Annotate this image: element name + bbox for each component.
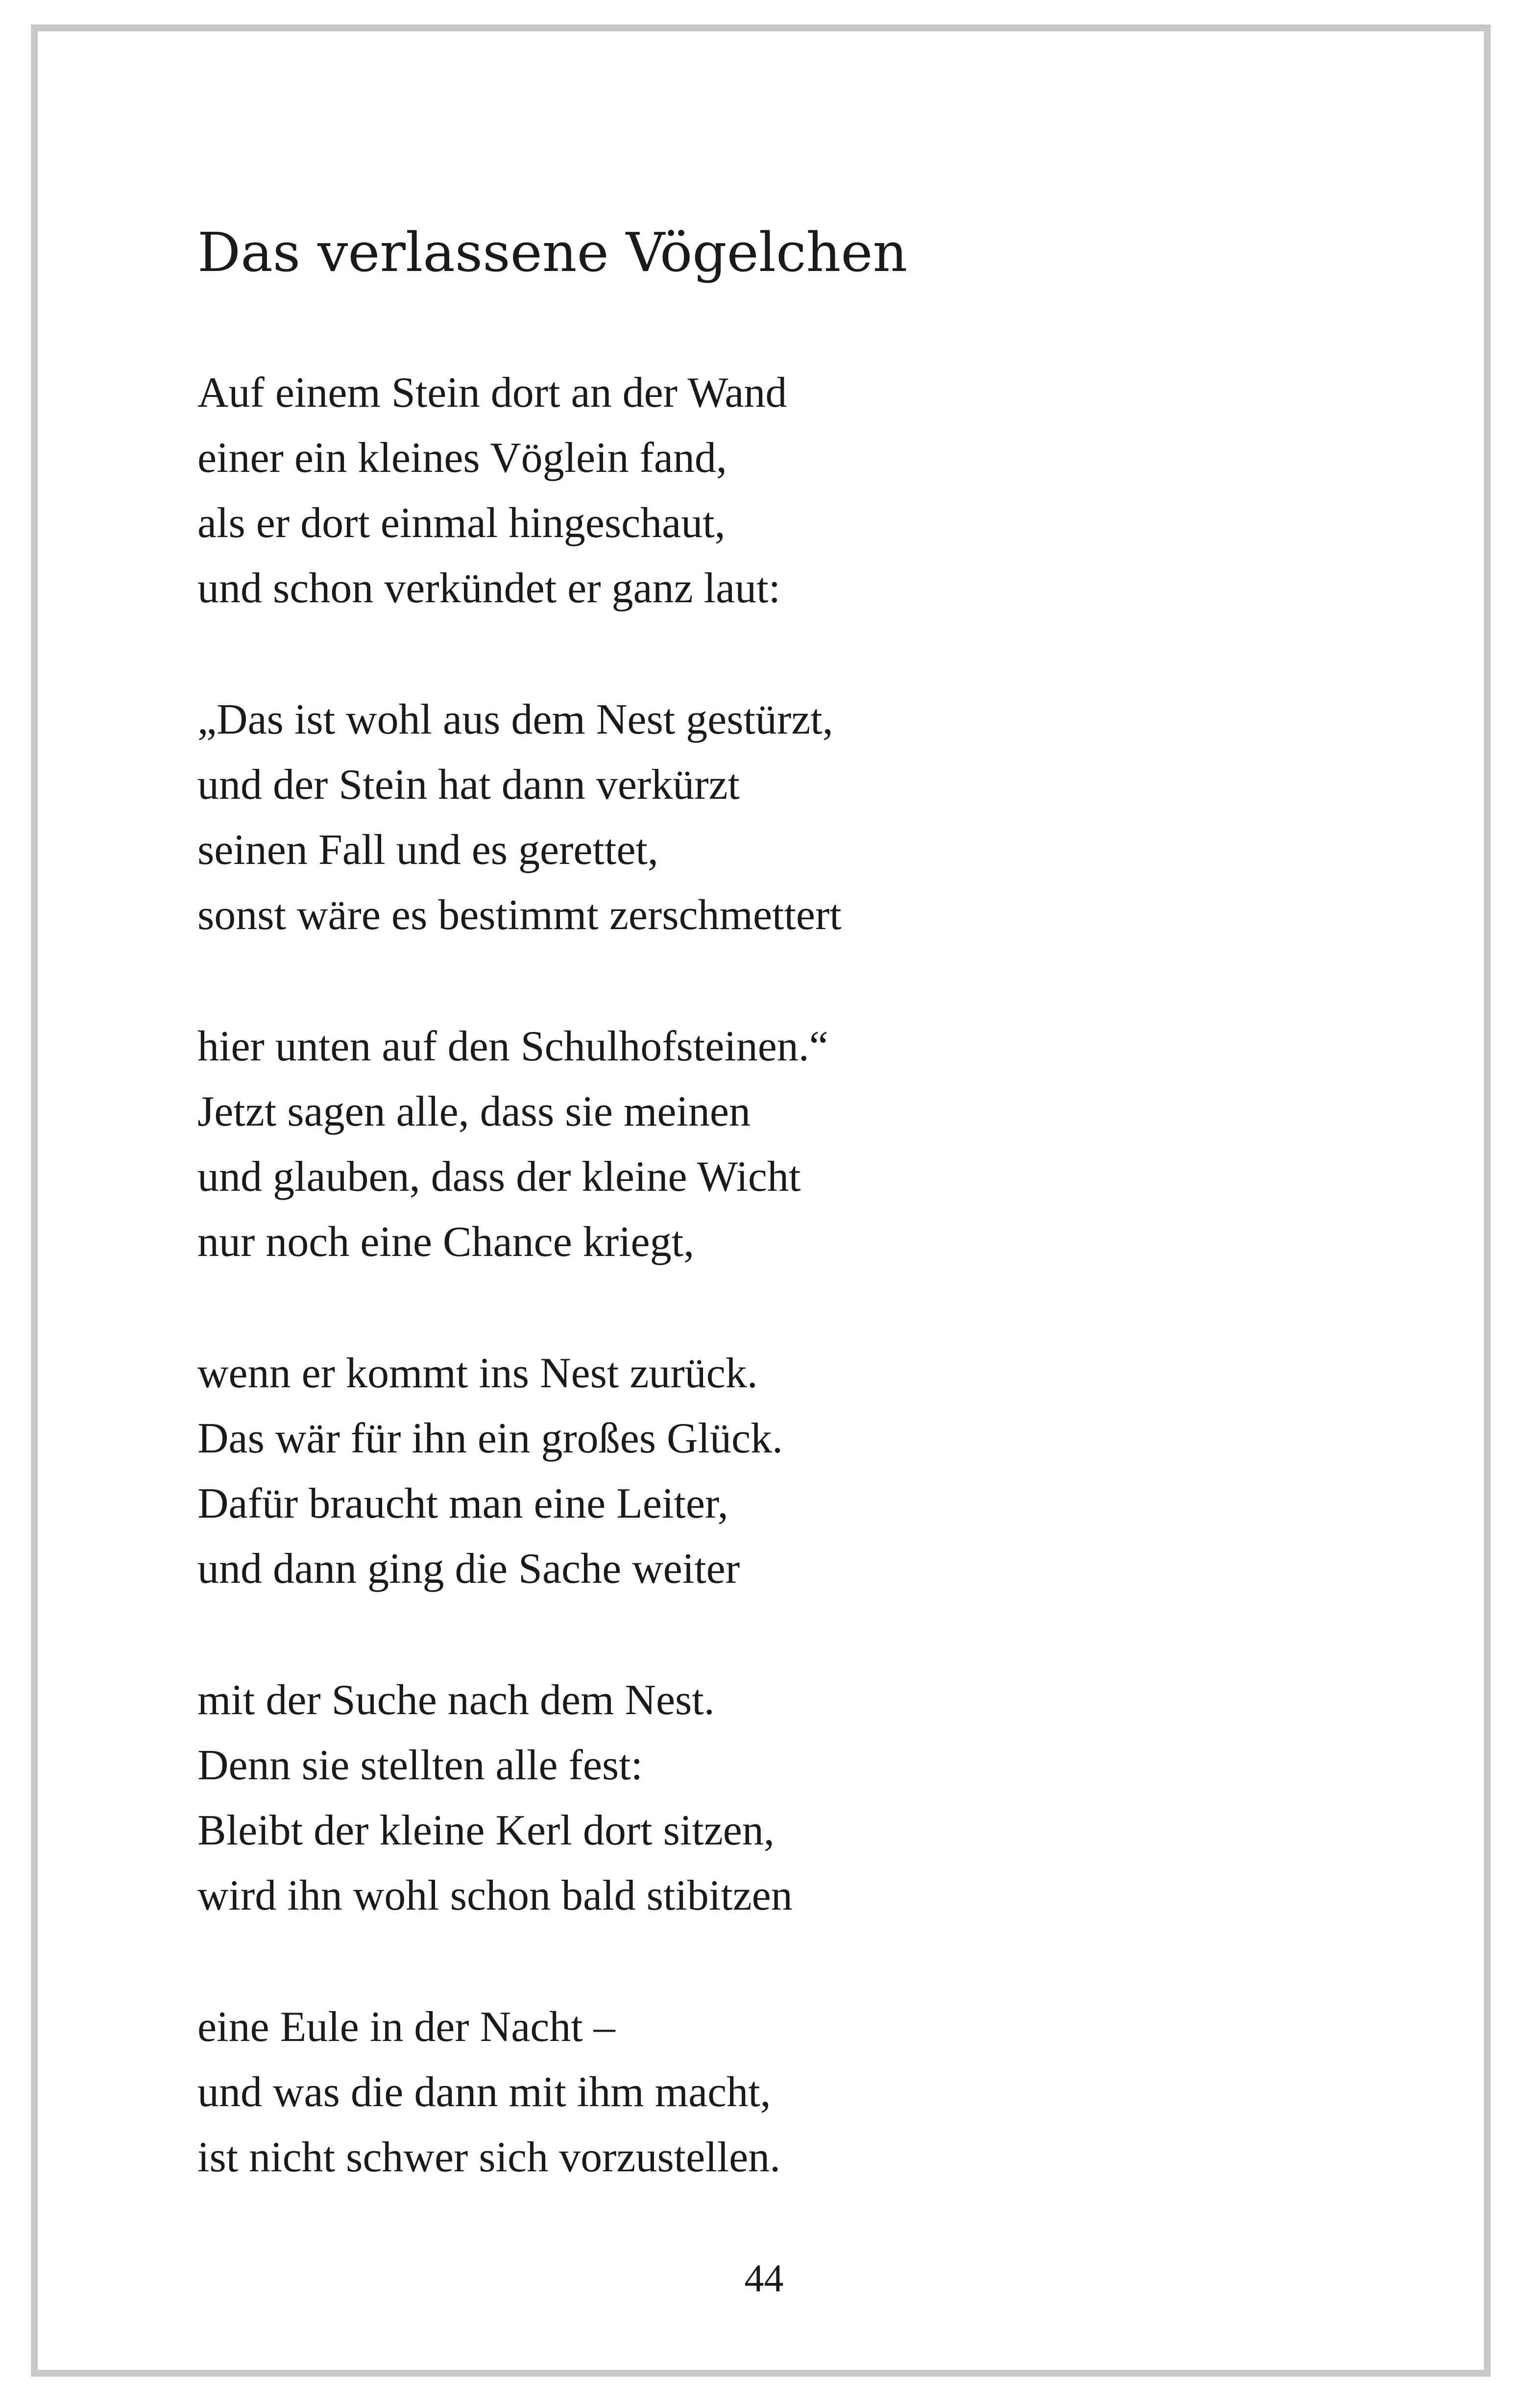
poem-line: Auf einem Stein dort an der Wand xyxy=(197,369,787,417)
poem-line: einer ein kleines Vöglein fand, xyxy=(197,434,727,482)
poem-line: und der Stein hat dann verkürzt xyxy=(197,761,740,809)
stanza-4 xyxy=(197,1341,842,1601)
poem-line: und glauben, dass der kleine Wicht xyxy=(197,1153,801,1201)
poem-line: „Das ist wohl aus dem Nest gestürzt, xyxy=(197,696,833,743)
stanza-6 xyxy=(197,1994,842,2190)
poem-line: Jetzt sagen alle, dass sie meinen xyxy=(197,1088,751,1135)
poem-line: wenn er kommt ins Nest zurück. xyxy=(197,1350,758,1397)
poem-line: und schon verkündet er ganz laut: xyxy=(197,565,781,612)
poem-line: mit der Suche nach dem Nest. xyxy=(197,1676,715,1724)
poem-title: Das verlassene Vögelchen xyxy=(197,221,908,284)
poem-line: Bleibt der kleine Kerl dort sitzen, xyxy=(197,1807,775,1854)
poem-line: seinen Fall und es gerettet, xyxy=(197,826,658,874)
stanza-2 xyxy=(197,687,842,948)
poem-body xyxy=(197,360,842,2256)
poem-line: ist nicht schwer sich vorzustellen. xyxy=(197,2134,781,2181)
stanza-1 xyxy=(197,360,842,621)
poem-line: wird ihn wohl schon bald stibitzen xyxy=(197,1872,793,1919)
poem-line: eine Eule in der Nacht – xyxy=(197,2003,615,2051)
poem-line: Das wär für ihn ein großes Glück. xyxy=(197,1415,783,1462)
poem-line: als er dort einmal hingeschaut, xyxy=(197,499,726,547)
page-number: 44 xyxy=(744,2257,784,2300)
poem-line: hier unten auf den Schulhofsteinen.“ xyxy=(197,1023,828,1070)
stanza-5 xyxy=(197,1668,842,1928)
poem-line: sonst wäre es bestimmt zerschmettert xyxy=(197,891,842,939)
poem-line: und dann ging die Sache weiter xyxy=(197,1545,740,1593)
poem-line: und was die dann mit ihm macht, xyxy=(197,2068,771,2116)
poem-line: nur noch eine Chance kriegt, xyxy=(197,1218,695,1266)
poem-line: Dafür braucht man eine Leiter, xyxy=(197,1480,728,1527)
stanza-3 xyxy=(197,1014,842,1275)
poem-line: Denn sie stellten alle fest: xyxy=(197,1742,643,1789)
